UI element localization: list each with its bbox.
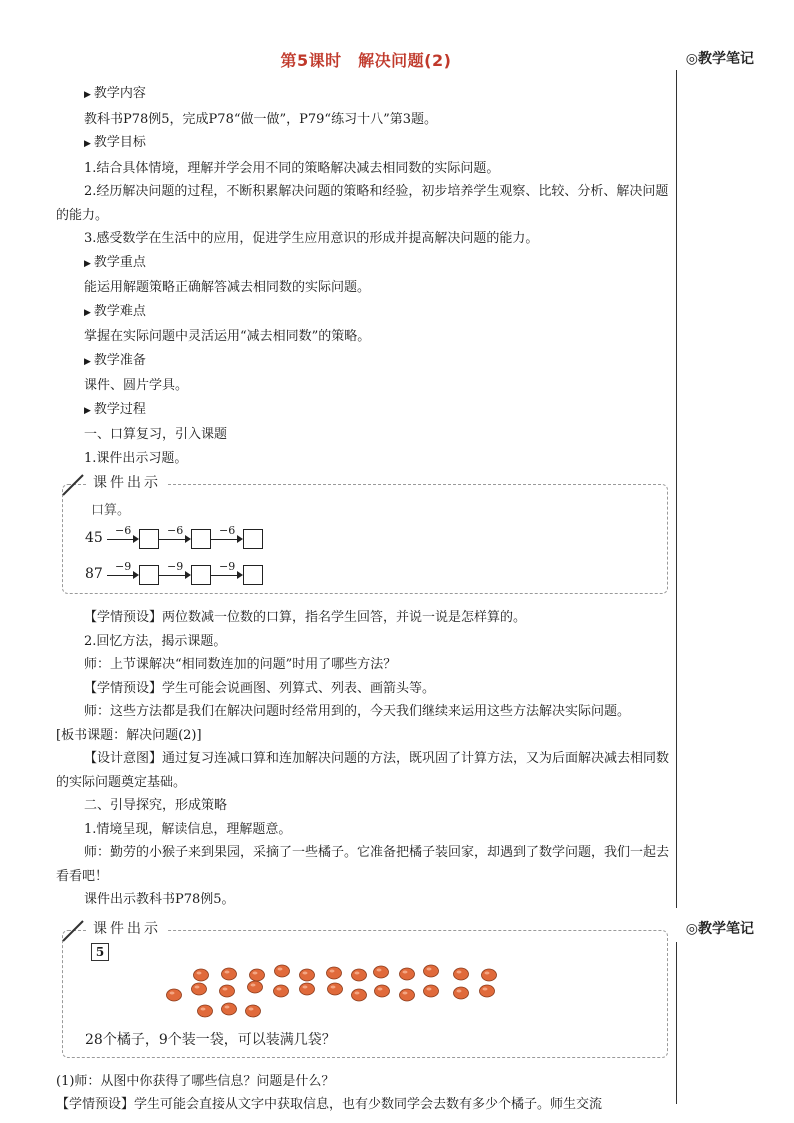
page-title: 第5课时 解决问题(2) <box>280 51 452 70</box>
triangle-icon: ▶ <box>84 356 91 367</box>
section-heading: ▶ 教学内容 <box>84 86 146 101</box>
paragraph: 师：这些方法都是我们在解决问题时经常用到的，今天我们继续来运用这些方法解决实际问题。 <box>84 704 631 719</box>
paragraph: 师：上节课解决“相同数连加的问题”时用了哪些方法？ <box>84 657 397 672</box>
orange-highlight <box>223 987 228 990</box>
arrow-icon: −9 <box>159 565 191 585</box>
arrow-icon: −9 <box>107 565 139 585</box>
example-caption: 28个橘子，9个装一袋，可以装满几袋？ <box>85 1031 336 1048</box>
orange-25 <box>480 985 495 997</box>
teaching-notes-label-bottom: ◎教学笔记 <box>685 921 754 937</box>
section-heading: ▶ 教学难点 <box>84 303 146 319</box>
orange-highlight <box>197 971 202 974</box>
slide-box-oral <box>62 475 668 594</box>
paragraph: 【学情预设】学生可能会直接从文字中获取信息，也有少数同学会去数有多少个橘子。师生交流 <box>56 1097 603 1112</box>
answer-box[interactable] <box>139 565 159 585</box>
orange-10 <box>424 965 439 977</box>
section-heading: ▶ 教学重点 <box>84 254 146 270</box>
orange-highlight <box>403 991 408 994</box>
chain-start: 45 <box>85 530 103 546</box>
orange-highlight <box>457 970 462 973</box>
subtraction-chain-1 <box>85 523 263 551</box>
paragraph: 3.感受数学在生活中的应用，促进学生应用意识的形成并提高解决问题的能力。 <box>84 231 539 246</box>
paragraph: 师：勤劳的小猴子来到果园，采摘了一些橘子。它准备把橘子装回家，却遇到了数学问题，我们一起去看看吧！ <box>56 845 670 884</box>
section-heading: ▶ 教学过程 <box>84 401 146 417</box>
section-heading: ▶ 教学目标 <box>84 135 146 150</box>
orange-9 <box>400 968 415 980</box>
arrow-icon: −9 <box>211 565 243 585</box>
orange-26 <box>198 1005 213 1017</box>
orange-highlight <box>195 985 200 988</box>
orange-22 <box>400 989 415 1001</box>
orange-highlight <box>251 983 256 986</box>
section-heading: ▶ 教学准备 <box>84 352 146 368</box>
slide-box-example <box>62 920 668 1058</box>
orange-13 <box>167 989 182 1001</box>
notes-divider-bottom <box>676 942 677 1104</box>
orange-11 <box>454 968 469 980</box>
orange-highlight <box>485 971 490 974</box>
paragraph: 课件、圆片学具。 <box>84 378 189 393</box>
answer-box[interactable] <box>191 565 211 585</box>
part-heading: 二、引导探究，形成策略 <box>84 798 228 813</box>
paragraph: 1.情境呈现，解读信息，理解题意。 <box>84 821 292 837</box>
answer-box[interactable] <box>243 565 263 585</box>
paragraph: 【学情预设】学生可能会说画图、列算式、列表、画箭头等。 <box>84 680 436 696</box>
orange-highlight <box>355 971 360 974</box>
orange-14 <box>192 983 207 995</box>
orange-18 <box>300 983 315 995</box>
orange-highlight <box>201 1007 206 1010</box>
triangle-icon: ▶ <box>84 307 91 318</box>
arrow-icon: −6 <box>159 529 191 549</box>
oranges-illustration <box>63 931 663 1031</box>
orange-7 <box>352 969 367 981</box>
paragraph: 【设计意图】通过复习连减口算和连加解决问题的方法，既巩固了计算方法，又为后面解决减去相同数的实际问题奠定基础。 <box>56 751 670 790</box>
teaching-notes-label-top: ◎教学笔记 <box>685 51 754 67</box>
chain-start: 87 <box>85 566 103 582</box>
paragraph: 1.课件出示习题。 <box>84 450 188 466</box>
orange-24 <box>454 987 469 999</box>
arrow-icon: −6 <box>211 529 243 549</box>
arrow-icon: −6 <box>107 529 139 549</box>
triangle-icon: ▶ <box>84 139 91 149</box>
paragraph: (1)师：从图中你获得了哪些信息？问题是什么？ <box>56 1073 335 1089</box>
slide-tag: 课件出示 <box>87 918 167 942</box>
orange-highlight <box>330 969 335 972</box>
paragraph: [板书课题：解决问题(2)] <box>56 727 202 743</box>
orange-3 <box>250 969 265 981</box>
orange-23 <box>424 985 439 997</box>
triangle-icon: ▶ <box>84 258 91 269</box>
slash-icon <box>59 473 87 497</box>
triangle-icon: ▶ <box>84 90 91 100</box>
orange-highlight <box>457 989 462 992</box>
orange-highlight <box>225 970 230 973</box>
orange-highlight <box>253 971 258 974</box>
orange-highlight <box>249 1007 254 1010</box>
orange-highlight <box>225 1005 230 1008</box>
orange-highlight <box>170 991 175 994</box>
orange-1 <box>194 969 209 981</box>
orange-highlight <box>377 968 382 971</box>
orange-highlight <box>355 991 360 994</box>
paragraph: 【学情预设】两位数减一位数的口算，指名学生回答，并说一说是怎样算的。 <box>84 610 527 625</box>
orange-4 <box>275 965 290 977</box>
orange-16 <box>248 981 263 993</box>
orange-highlight <box>278 967 283 970</box>
paragraph: 教科书P78例5，完成P78“做一做”，P79“练习十八”第3题。 <box>84 111 437 127</box>
paragraph: 2.回忆方法，揭示课题。 <box>84 633 227 649</box>
orange-8 <box>374 966 389 978</box>
subtraction-chain-2 <box>85 559 263 587</box>
paragraph: 掌握在实际问题中灵活运用“减去相同数”的策略。 <box>84 329 371 344</box>
oral-header: 口算。 <box>91 503 131 518</box>
orange-20 <box>352 989 367 1001</box>
orange-highlight <box>303 971 308 974</box>
answer-box[interactable] <box>139 529 159 549</box>
orange-5 <box>300 969 315 981</box>
orange-highlight <box>427 987 432 990</box>
orange-19 <box>328 983 343 995</box>
orange-27 <box>222 1003 237 1015</box>
orange-12 <box>482 969 497 981</box>
orange-highlight <box>483 987 488 990</box>
orange-15 <box>220 985 235 997</box>
orange-28 <box>246 1005 261 1017</box>
triangle-icon: ▶ <box>84 405 91 416</box>
part-heading: 一、口算复习，引入课题 <box>84 427 228 442</box>
paragraph: 1.结合具体情境，理解并学会用不同的策略解决减去相同数的实际问题。 <box>84 160 500 176</box>
paragraph: 2.经历解决问题的过程，不断积累解决问题的策略和经验，初步培养学生观察、比较、分析、解决问题的能力。 <box>56 184 669 223</box>
paragraph: 能运用解题策略正确解答减去相同数的实际问题。 <box>84 280 371 295</box>
orange-highlight <box>303 985 308 988</box>
paragraph: 课件出示教科书P78例5。 <box>84 892 235 907</box>
orange-21 <box>375 985 390 997</box>
orange-highlight <box>277 987 282 990</box>
answer-box[interactable] <box>191 529 211 549</box>
slide-tag: 课件出示 <box>87 472 167 496</box>
notes-divider-top <box>676 70 677 908</box>
orange-17 <box>274 985 289 997</box>
orange-highlight <box>403 970 408 973</box>
example-number: 5 <box>91 943 109 961</box>
orange-6 <box>327 967 342 979</box>
orange-2 <box>222 968 237 980</box>
answer-box[interactable] <box>243 529 263 549</box>
orange-highlight <box>378 987 383 990</box>
orange-highlight <box>331 985 336 988</box>
orange-highlight <box>427 967 432 970</box>
lesson-content <box>56 82 670 1117</box>
